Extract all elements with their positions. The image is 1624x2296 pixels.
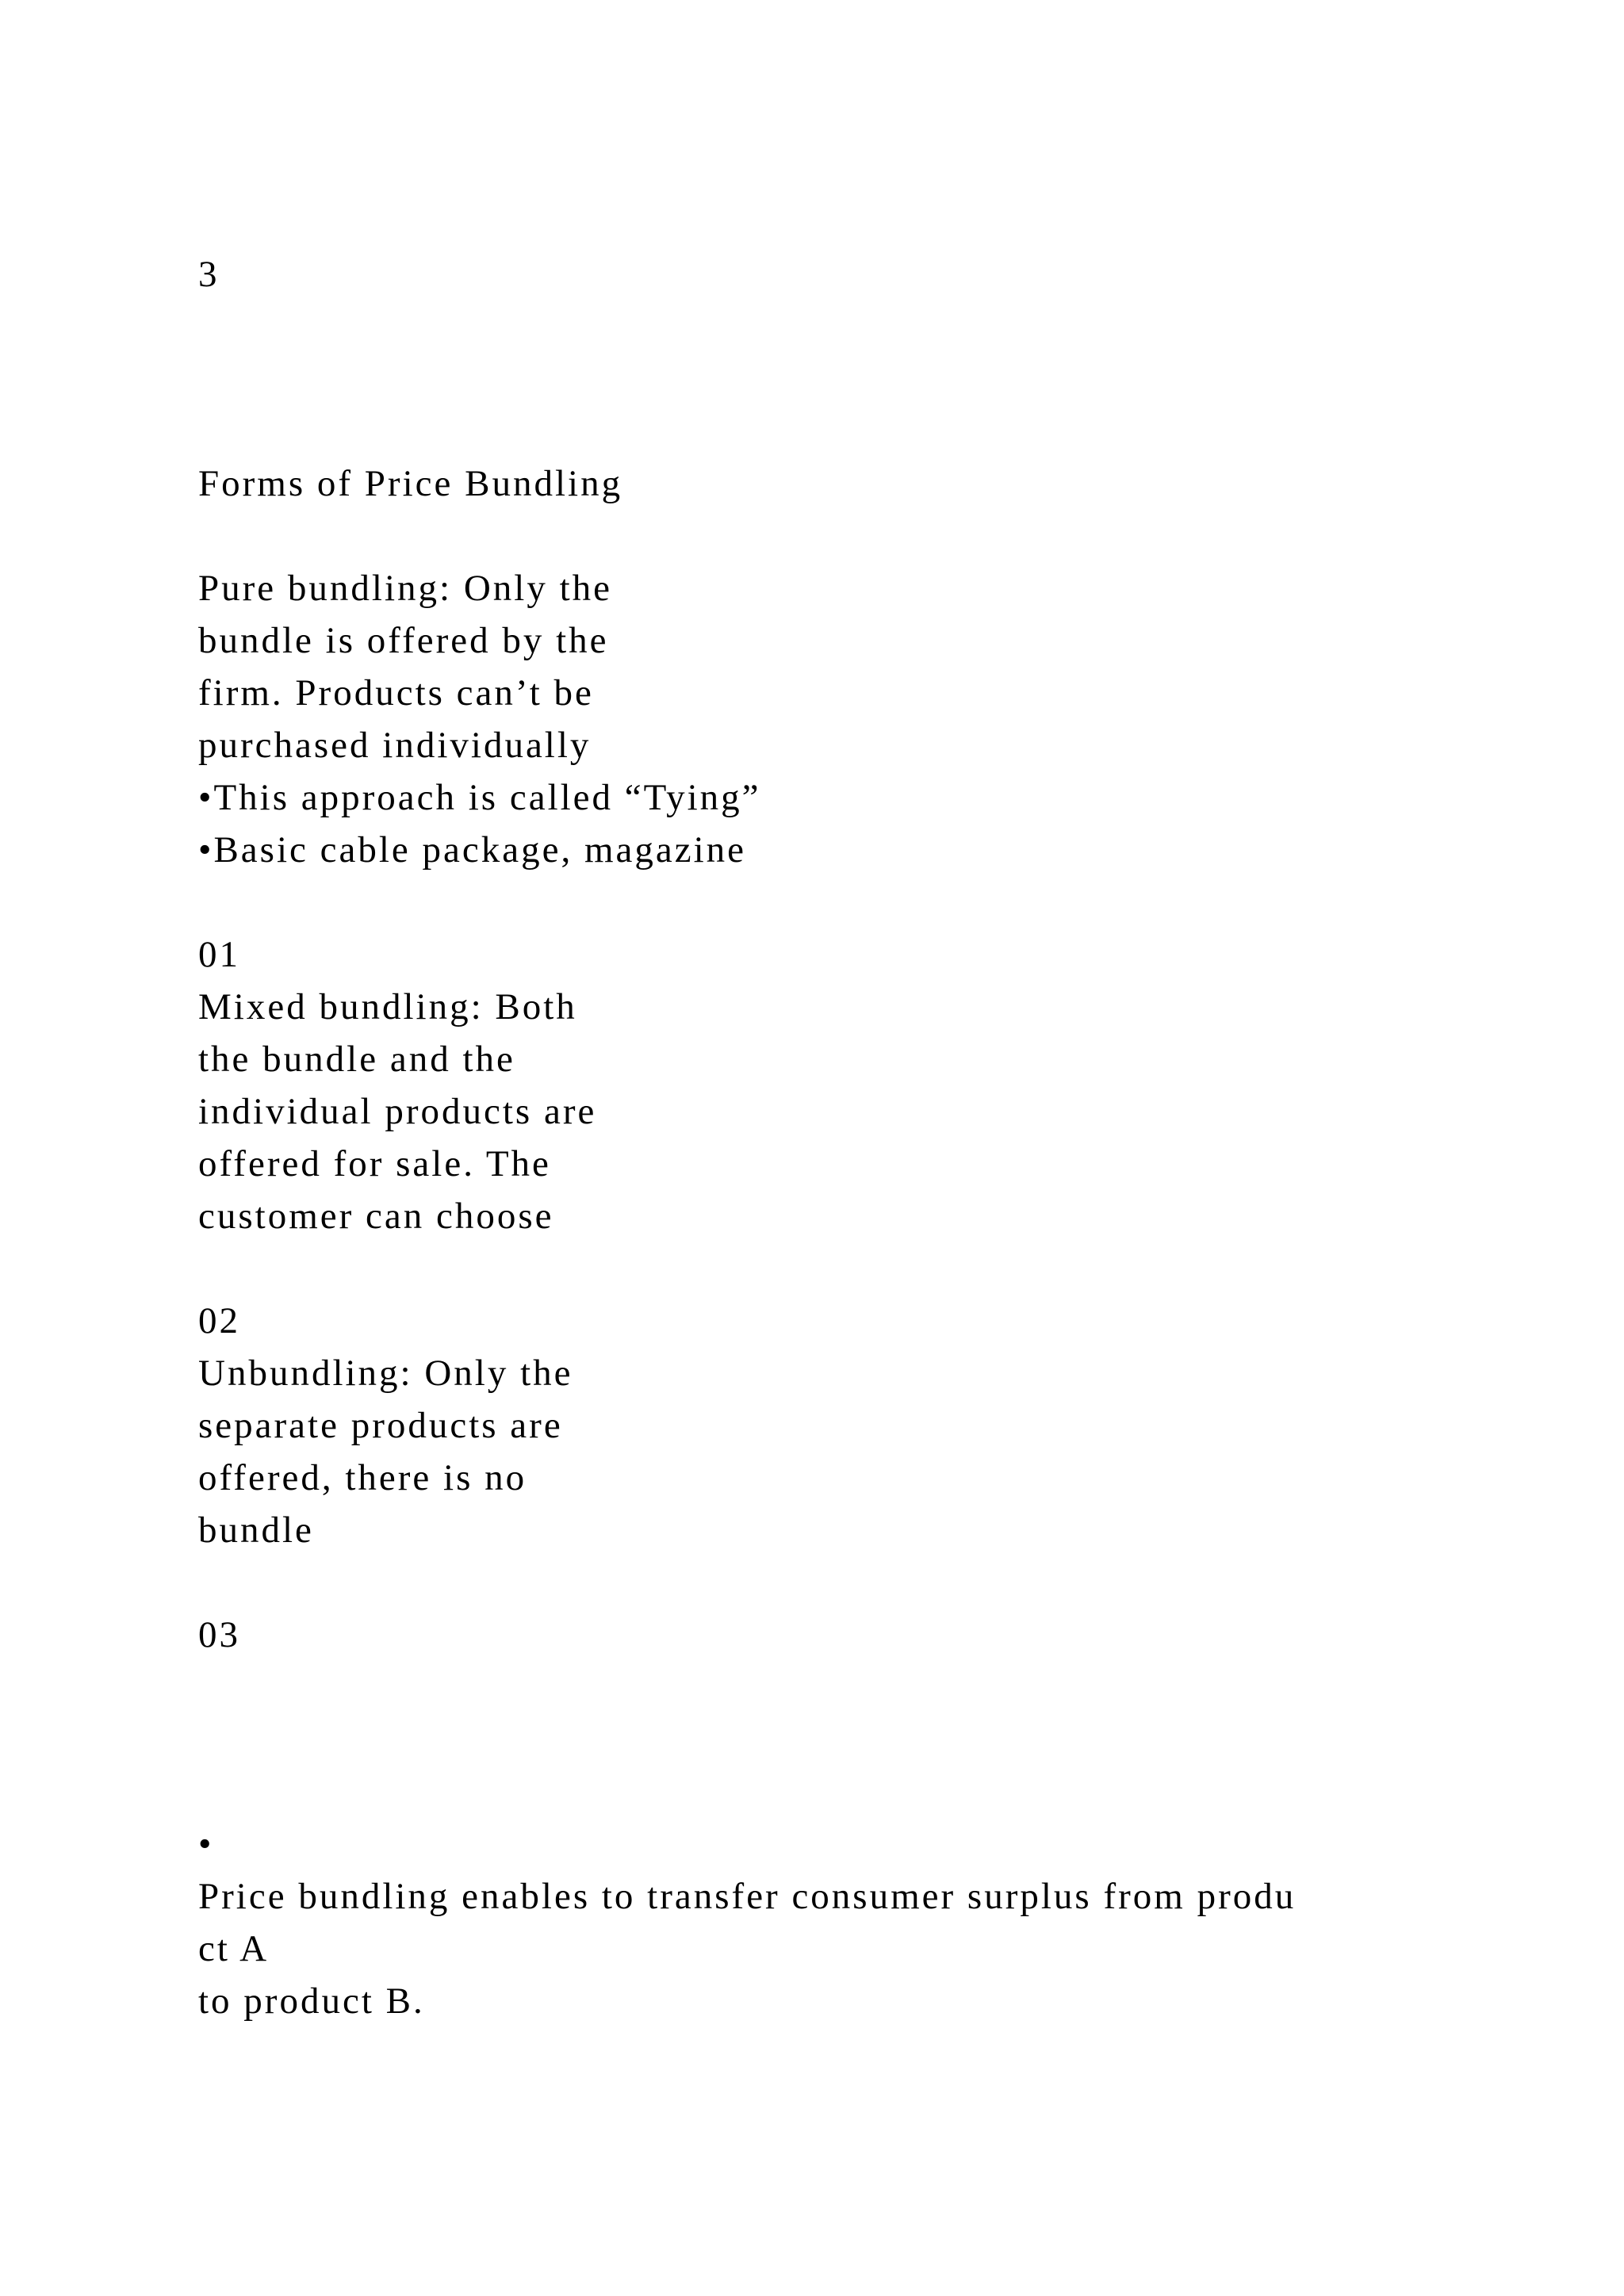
section-number: 02 — [198, 1300, 240, 1341]
unbundling-line: Unbundling: Only the — [198, 1353, 573, 1394]
mixed-bundling-line: individual products are — [198, 1091, 597, 1132]
pure-bundling-line: bundle is offered by the — [198, 620, 609, 661]
pure-bundling-bullet: •This approach is called “Tying” — [198, 777, 761, 818]
unbundling-line: bundle — [198, 1510, 314, 1551]
summary-line: Price bundling enables to transfer consumer surplus from produ — [198, 1876, 1297, 1917]
section-number: 01 — [198, 934, 240, 975]
unbundling-line: offered, there is no — [198, 1457, 527, 1498]
summary-line: ct A — [198, 1928, 270, 1969]
mixed-bundling-line: Mixed bundling: Both — [198, 986, 577, 1027]
page-number: 3 — [198, 254, 220, 295]
mixed-bundling-line: offered for sale. The — [198, 1143, 551, 1184]
mixed-bundling-line: customer can choose — [198, 1196, 554, 1237]
summary-bullet: • — [198, 1823, 214, 1865]
pure-bundling-bullet: •Basic cable package, magazine — [198, 829, 747, 871]
mixed-bundling-line: the bundle and the — [198, 1039, 515, 1080]
unbundling-line: separate products are — [198, 1405, 563, 1446]
pure-bundling-line: Pure bundling: Only the — [198, 568, 612, 609]
pure-bundling-line: firm. Products can’t be — [198, 672, 594, 714]
summary-line: to product B. — [198, 1980, 425, 2022]
pure-bundling-line: purchased individually — [198, 725, 592, 766]
section-number: 03 — [198, 1614, 240, 1655]
heading: Forms of Price Bundling — [198, 463, 623, 504]
